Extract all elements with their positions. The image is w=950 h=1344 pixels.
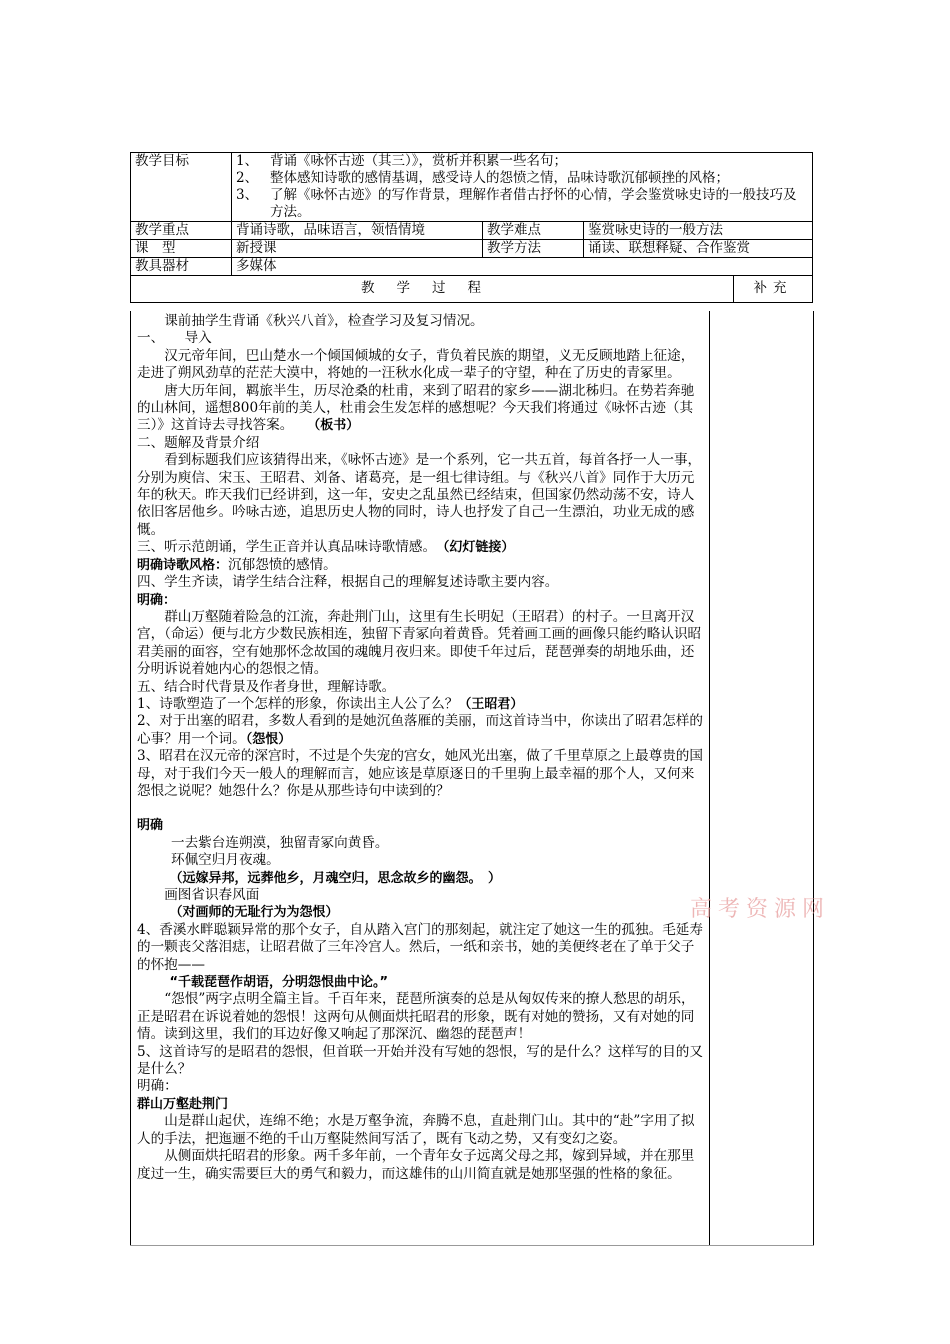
watermark: 高考资源网 — [690, 897, 831, 922]
lesson-process-text — [137, 313, 707, 1183]
lesson-info-table-wrap — [130, 152, 812, 303]
section-heading: 三、听示范朗诵，学生正音并认真品味诗歌情感。 （幻灯链接） — [137, 539, 515, 556]
focus-label: 教学重点 — [131, 222, 232, 240]
goal-item: 3、 了解《咏怀古迹》的写作背景，理解作者借古抒怀的心情，学会鉴赏咏史诗的一般技巧及方法。 — [236, 187, 797, 220]
type-value: 新授课 — [232, 240, 483, 258]
section-heading: 一、 导入 — [137, 330, 212, 347]
clarify-label: 明确 — [137, 818, 164, 834]
goal-item: 1、 背诵《咏怀古迹（其三）》，赏析并积累一些名句； — [236, 153, 567, 169]
section-heading: 五、结合时代背景及作者身世，理解诗歌。 — [137, 678, 396, 695]
paragraph: 汉元帝年间，巴山楚水一个倾国倾城的女子，背负着民族的期望，义无反顾地踏上征途，走进了朔风劲草的茫茫大漠中，将她的一汪秋水化成一辈子的守望，种在了历史的青冢里。 — [137, 347, 695, 382]
focus-value: 背诵诗歌，品味语言，领悟情境 — [232, 222, 483, 240]
question: 3、昭君在汉元帝的深宫时，不过是个失宠的宫女，她风光出塞，做了千里草原之上最尊贵的国母，对于我们今天一般人的理解而言，她应该是草原逐日的千里驹上最幸福的那个人，又何来怨恨之说呢？她怨什么？你是从那些诗句中读到的？ — [137, 748, 703, 799]
type-label: 课 型 — [131, 240, 232, 258]
verse-note: （对画师的无耻行为为怨恨） — [169, 905, 339, 921]
paragraph: 山是群山起伏，连绵不绝；水是万壑争流，奔腾不息，直赴荆门山。其中的“赴”字用了拟人的手法，把迤逦不绝的千山万壑陡然间写活了，既有飞动之势，又有变幻之姿。 — [137, 1113, 695, 1147]
slide-tag: （幻灯链接） — [442, 540, 515, 556]
lesson-info-table — [130, 152, 813, 303]
section-heading: 二、题解及背景介绍 — [137, 434, 260, 451]
column-divider — [709, 311, 710, 1245]
paragraph: 看到标题我们应该猜得出来，《咏怀古迹》是一个系列，它一共五首，每首各抒一人一事，分别为庾信、宋玉、王昭君、刘备、诸葛亮，是一组七律诗组。与《秋兴八首》同作于大历元年的秋天。昨天我们已经讲到，这一年，安史之乱虽然已经结束，但国家仍然动荡不安，诗人依旧客居他乡。吟咏古迹，追思历史人物的同时，诗人也抒发了自己一生漂泊，功业无成的感慨。 — [137, 452, 702, 538]
verse: 画图省识春风面 — [164, 887, 260, 903]
goal-item: 2、 整体感知诗歌的感情基调，感受诗人的怨愤之情，品味诗歌沉郁顿挫的风格； — [236, 170, 729, 186]
goal-label: 教学目标 — [131, 153, 232, 222]
paragraph: “怨恨”两字点明全篇主旨。千百年来，琵琶所演奏的总是从匈奴传来的撩人愁思的胡乐，正是昭君在诉说着她的怨恨！这两句从侧面烘托昭君的形象，既有对她的赞扬，又有对她的同情。读到这里，我们的耳边好像又响起了那深沉、幽怨的琵琶声！ — [137, 991, 695, 1043]
question: 1、诗歌塑造了一个怎样的形象，你读出主人公了么？（王昭君） — [137, 695, 524, 712]
verse: “千载琵琶作胡语，分明怨恨曲中论。” — [169, 975, 389, 991]
verse: 群山万壑赴荆门 — [137, 1096, 229, 1112]
paragraph: 从侧面烘托昭君的形象。两千多年前，一个青年女子远离父母之邦，嫁到异域，并在那里度过一生，确实需要巨大的勇气和毅力，而这雄伟的山川简直就是她那坚强的性格的象征。 — [137, 1148, 695, 1182]
supplement-title: 补充 — [734, 276, 813, 303]
verse: 环佩空归月夜魂。 — [171, 852, 280, 869]
question: 2、对于出塞的昭君，多数人看到的是她沉鱼落雁的美丽，而这首诗当中，你读出了昭君怎样的心事？用一个词。（怨恨） — [137, 713, 703, 747]
bottom-rule — [130, 1245, 814, 1246]
section-heading: 四、学生齐读，请学生结合注释，根据自己的理解复述诗歌主要内容。 — [137, 574, 559, 591]
tools-value: 多媒体 — [232, 258, 813, 276]
method-value: 诵读、联想释疑、合作鉴赏 — [584, 240, 813, 258]
lesson-process-body — [130, 311, 814, 1246]
paragraph: 唐大历年间，羁旅半生，历尽沧桑的杜甫，来到了昭君的家乡——湖北秭归。在势若奔驰的山林间，遥想800年前的美人，杜甫会生发怎样的感想呢？今天我们将通过《咏怀古迹（其三）》这首诗去寻找答案。 （板书） — [137, 382, 695, 434]
style-line: 明确诗歌风格：沉郁怨愤的感情。 — [137, 556, 337, 573]
goal-list — [232, 153, 813, 222]
method-label: 教学方法 — [483, 240, 584, 258]
question: 4、香溪水畔聪颖异常的那个女子，自从踏入宫门的那刻起，就注定了她这一生的孤独。毛延寿的一颗丧父落泪痣，让昭君做了三年冷宫人。然后，一纸和亲书，她的美便终老在了单于父子的怀抱—— — [137, 921, 703, 973]
paragraph: 群山万壑随着险急的江流，奔赴荆门山，这里有生长明妃（王昭君）的村子。一旦离开汉宫，（命运）便与北方少数民族相连，独留下青冢向着黄昏。凭着画工画的画像只能约略认识昭君美丽的面容，空有她那怀念故国的魂魄月夜归来。即使千年过后，琵琶弹奏的胡地乐曲，还分明诉说着她内心的怨恨之情。 — [137, 608, 702, 678]
verse-note: （远嫁异邦，远葬他乡，月魂空归，思念故乡的幽怨。 ） — [169, 870, 502, 886]
board-tag: （板书） — [313, 418, 360, 434]
question: 5、这首诗写的是昭君的怨恨，但首联一开始并没有写她的怨恨，写的是什么？这样写的目的又是什么？ — [137, 1043, 703, 1078]
tools-label: 教具器材 — [131, 258, 232, 276]
verse: 一去紫台连朔漠，独留青冢向黄昏。 — [171, 834, 389, 851]
clarify-label: 明确： — [137, 1078, 178, 1095]
difficulty-label: 教学难点 — [483, 222, 584, 240]
difficulty-value: 鉴赏咏史诗的一般方法 — [584, 222, 813, 240]
clarify-label: 明确： — [137, 592, 177, 608]
process-title: 教学过程 — [131, 276, 734, 303]
paragraph: 课前抽学生背诵《秋兴八首》，检查学习及复习情况。 — [164, 313, 484, 329]
